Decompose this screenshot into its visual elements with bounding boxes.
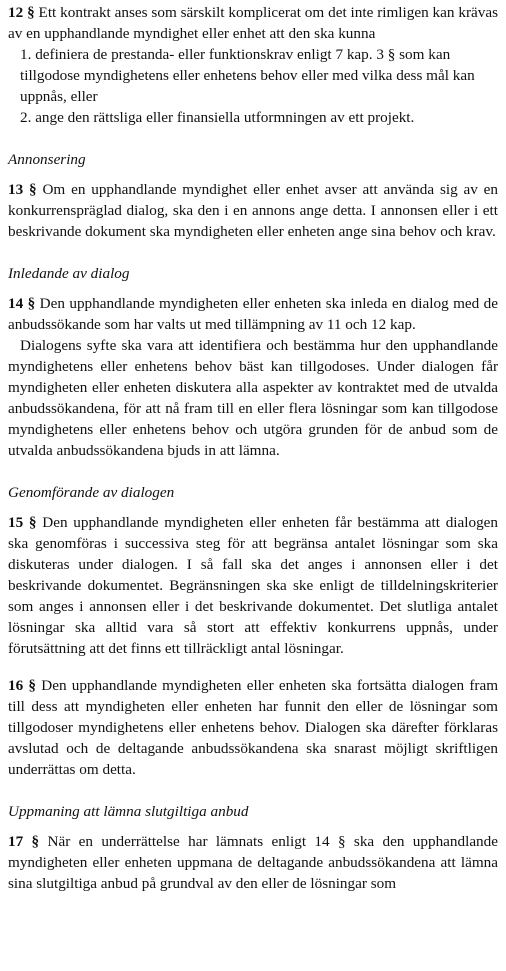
section-text: Ett kontrakt anses som särskilt komplicerat om det inte rimligen kan krävas av en upphandlande myndighet eller enhet att den ska kunna — [8, 4, 498, 42]
section-number: 14 § — [8, 295, 36, 312]
section-17-paragraph — [8, 831, 498, 894]
section-heading: Annonsering — [8, 151, 86, 168]
section-text: Den upphandlande myndigheten eller enheten ska fortsätta dialogen fram till dess att myndigheten eller enheten har funnit den eller de lösningar som tillgodoser myndighetens eller enhetens behov. Dialogen ska därefter förklaras avslutad och de deltagande anbudssökandena ska snarast möjligt skriftligen underrättas om detta. — [8, 677, 499, 778]
section-12-paragraph — [8, 2, 498, 44]
section-text: Om en upphandlande myndighet eller enhet avser att använda sig av en konkurrenspräglad dialog, ska den i en annons ange detta. I annonsen eller i ett beskrivande dokument ska myndigheten eller enheten ange sina behov och krav. — [8, 181, 499, 240]
section-number: 17 § — [8, 833, 40, 850]
list-item: 1. definiera de prestanda- eller funktionskrav enligt 7 kap. 3 § som kan tillgodose myndighetens eller enhetens behov eller med vilka dess mål kan uppnås, eller — [20, 46, 475, 105]
section-heading: Genomförande av dialogen — [8, 484, 175, 501]
section-14-paragraph — [8, 293, 498, 335]
section-15-paragraph — [8, 512, 498, 659]
section-13-paragraph — [8, 179, 498, 242]
section-heading: Uppmaning att lämna slutgiltiga anbud — [8, 803, 249, 820]
list-item: 2. ange den rättsliga eller finansiella utformningen av ett projekt. — [20, 109, 415, 126]
section-text: När en underrättelse har lämnats enligt 14 § ska den upphandlande myndigheten eller enheten uppmana de deltagande anbudssökandena att lämna sina slutgiltiga anbud på grundval av den eller de lösningar som — [8, 833, 498, 892]
section-number: 15 § — [8, 514, 37, 531]
section-heading: Inledande av dialog — [8, 265, 130, 282]
section-number: 13 § — [8, 181, 37, 198]
section-number: 16 § — [8, 677, 37, 694]
section-text: Den upphandlande myndigheten eller enheten ska inleda en dialog med de anbudssökande som har valts ut med tillämpning av 11 och 12 kap. — [8, 295, 499, 333]
section-text: Den upphandlande myndigheten eller enheten får bestämma att dialogen ska genomföras i successiva steg för att begränsa antalet lösningar som ska diskuteras under dialogen. I så fall ska det anges i annonsen eller i det beskrivande dokumentet. Begränsningen ska ske enligt de tilldelningskriterier som anges i annonsen eller i det beskrivande dokumentet. Det slutliga antalet lösningar ska alltid vara så stort att effektiv konkurrens uppnås, under förutsättning att det finns ett tillräckligt antal lösningar. — [8, 514, 498, 657]
section-14-paragraph-2: Dialogens syfte ska vara att identifiera och bestämma hur den upphandlande myndighetens eller enhetens behov bäst kan tillgodoses. Under dialogen får myndigheten eller enheten diskutera alla aspekter av kontraktet med de utvalda anbudssökandena, för att nå fram till en eller flera lösningar som kan tillgodose myndighetens eller enhetens behov och utgöra grunden för de anbud som de utvalda anbudssökandena bjuds in att lämna. — [8, 337, 498, 459]
section-number: 12 § — [8, 4, 35, 21]
section-16-paragraph — [8, 675, 498, 780]
